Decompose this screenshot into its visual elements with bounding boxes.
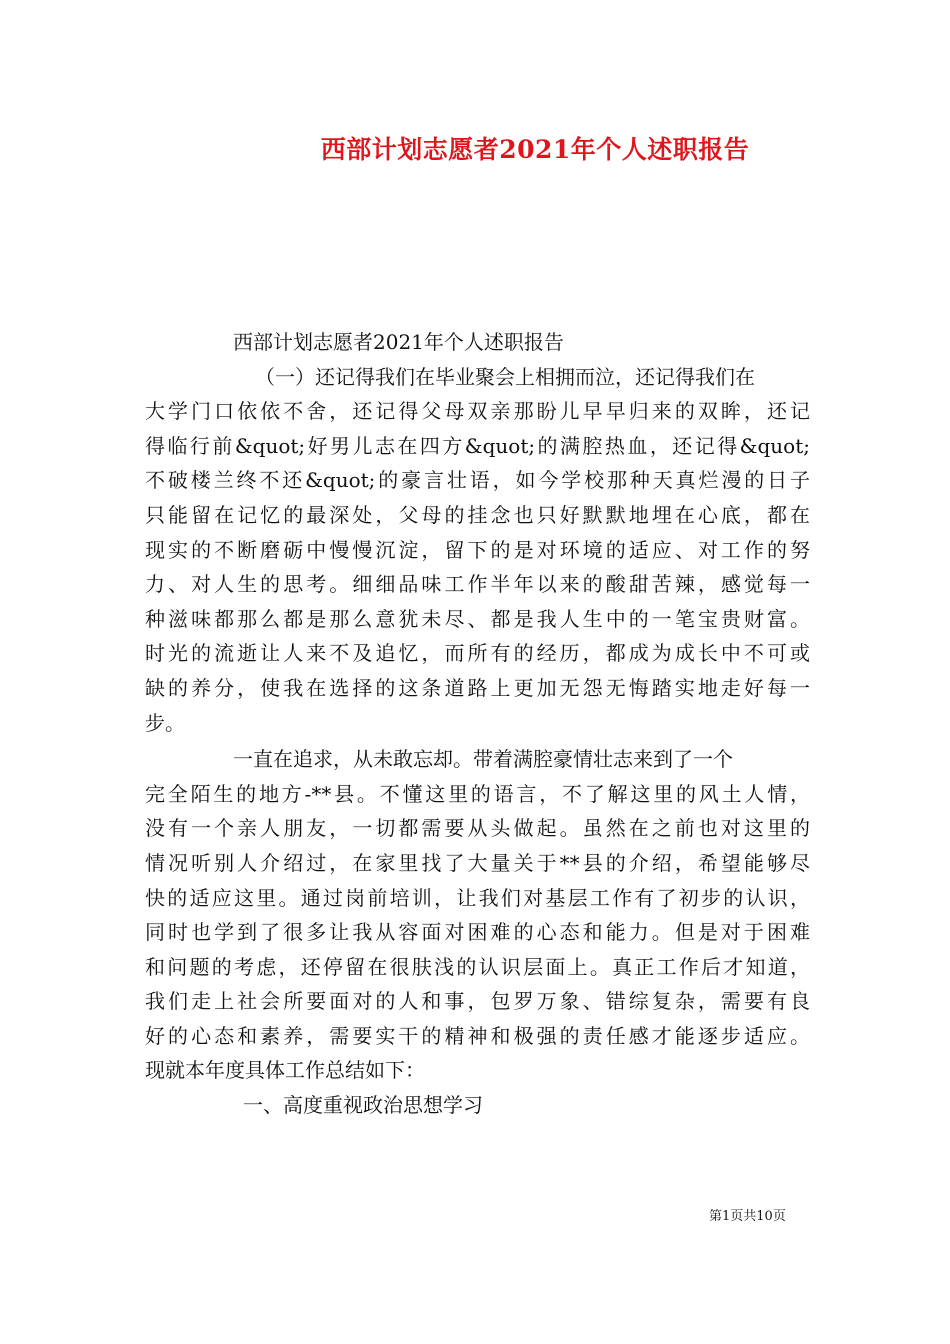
- paragraph-1-line-7: 力、对人生的思考。细细品味工作半年以来的酸甜苦辣，感觉每一: [145, 572, 810, 597]
- paragraph-2-line-10: 现就本年度具体工作总结如下：: [145, 1058, 425, 1083]
- paragraph-2-line-3: 没有一个亲人朋友，一切都需要从头做起。虽然在之前也对这里的: [145, 816, 810, 841]
- paragraph-1-line-10: 缺的养分，使我在选择的这条道路上更加无怨无悔踏实地走好每一: [145, 675, 810, 700]
- body-heading: 西部计划志愿者2021年个人述职报告: [233, 330, 564, 354]
- document-body: [145, 325, 810, 1123]
- paragraph-1-line-4: 不破楼兰终不还&quot;的豪言壮语，如今学校那种天真烂漫的日子: [145, 468, 810, 493]
- paragraph-1-line-5: 只能留在记忆的最深处，父母的挂念也只好默默地埋在心底，都在: [145, 502, 810, 527]
- paragraph-2-line-5: 快的适应这里。通过岗前培训，让我们对基层工作有了初步的认识，: [145, 885, 810, 910]
- paragraph-1-line-2: 大学门口依依不舍，还记得父母双亲那盼儿早早归来的双眸，还记: [145, 399, 810, 424]
- paragraph-2-line-8: 我们走上社会所要面对的人和事，包罗万象、错综复杂，需要有良: [145, 989, 810, 1014]
- paragraph-1-line-9: 时光的流逝让人来不及追忆，而所有的经历，都成为成长中不可或: [145, 641, 810, 666]
- paragraph-1-line-8: 种滋味都那么都是那么意犹未尽、都是我人生中的一笔宝贵财富。: [145, 606, 810, 631]
- paragraph-2-line-9: 好的心态和素养，需要实干的精神和极强的责任感才能逐步适应。: [145, 1023, 810, 1048]
- paragraph-1-line-3: 得临行前&quot;好男儿志在四方&quot;的满腔热血，还记得&quot;: [145, 433, 810, 458]
- paragraph-1-line-1: （一）还记得我们在毕业聚会上相拥而泣，还记得我们在: [255, 364, 755, 389]
- document-title: 西部计划志愿者2021年个人述职报告: [320, 135, 750, 164]
- page-number: 第1页共10页: [709, 1209, 786, 1224]
- paragraph-1-line-11: 步。: [145, 710, 185, 735]
- paragraph-2-line-2: 完全陌生的地方-**县。不懂这里的语言，不了解这里的风土人情，: [145, 781, 810, 806]
- paragraph-2-line-6: 同时也学到了很多让我从容面对困难的心态和能力。但是对于困难: [145, 920, 810, 945]
- paragraph-1-line-6: 现实的不断磨砺中慢慢沉淀，留下的是对环境的适应、对工作的努: [145, 537, 810, 562]
- section-heading: 一、高度重视政治思想学习: [243, 1093, 483, 1118]
- paragraph-2-line-1: 一直在追求，从未敢忘却。带着满腔豪情壮志来到了一个: [233, 747, 733, 772]
- paragraph-2-line-4: 情况听别人介绍过，在家里找了大量关于**县的介绍，希望能够尽: [145, 850, 810, 875]
- paragraph-2-line-7: 和问题的考虑，还停留在很肤浅的认识层面上。真正工作后才知道，: [145, 954, 810, 979]
